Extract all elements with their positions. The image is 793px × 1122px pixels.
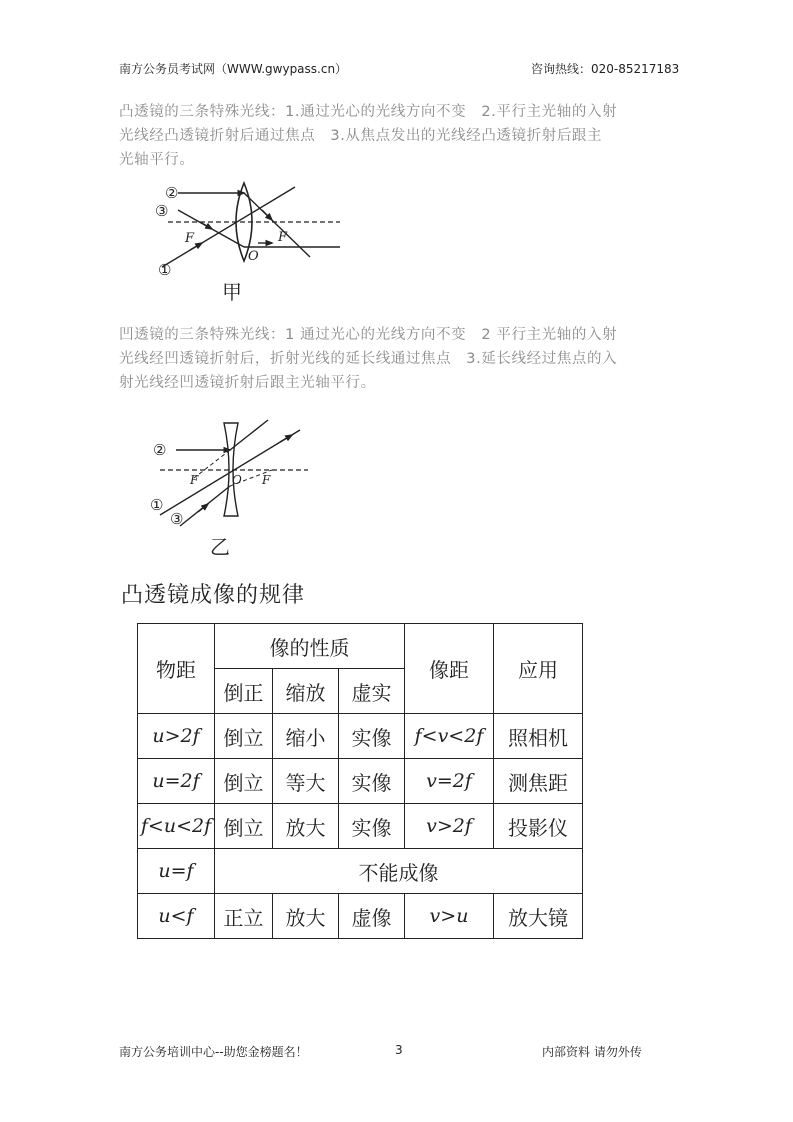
paragraph-line: 光线经凸透镜折射后通过焦点 3.从焦点发出的光线经凸透镜折射后跟主 [119,128,603,144]
center-label: O [232,473,242,487]
cell-orientation: 正立 [215,894,273,939]
cell-u: f<u<2f [138,804,215,849]
figure-caption: 乙 [210,535,230,559]
ray-label-1: ① [150,496,164,514]
concave-lens-paragraph [119,323,679,395]
page-number: 3 [395,1043,403,1057]
table-row [138,849,583,894]
cell-application: 投影仪 [494,804,583,849]
paragraph-line: 凸透镜的三条特殊光线：1.通过光心的光线方向不变 2.平行主光轴的入射 [119,104,618,120]
paragraph-line: 光线经凹透镜折射后，折射光线的延长线通过焦点 3.延长线经过焦点的入 [119,351,618,367]
convex-imaging-table [137,623,583,939]
ray-1 [162,187,295,267]
header-scale: 缩放 [273,669,339,714]
focus-label-right: F [278,230,288,245]
table-row [138,894,583,939]
cell-u: u<f [138,894,215,939]
concave-lens-diagram [150,418,310,558]
figure-caption: 甲 [222,280,242,304]
ray-1 [160,430,300,515]
ray-label-2: ② [153,441,167,459]
header-image-nature: 像的性质 [215,624,405,669]
header-hotline: 咨询热线：020-85217183 [531,62,680,76]
cell-orientation: 倒立 [215,714,273,759]
cell-merged: 不能成像 [215,849,583,894]
ray-2-extension [194,450,230,478]
cell-application: 放大镜 [494,894,583,939]
focus-label-left: F [190,473,199,487]
cell-type: 实像 [339,759,405,804]
focus-label-left: F [185,231,195,246]
cell-orientation: 倒立 [215,804,273,849]
cell-type: 虚像 [339,894,405,939]
center-label: O [248,249,259,264]
cell-scale: 放大 [273,894,339,939]
table-row [138,759,583,804]
header-image-distance: 像距 [405,624,494,714]
cell-orientation: 倒立 [215,759,273,804]
ray-label-3: ③ [170,510,184,528]
ray-label-2: ② [165,184,179,202]
convex-lens-diagram [150,175,370,310]
footer-slogan: 南方公务培训中心--助您金榜题名！ [119,1045,308,1059]
header-site-name: 南方公务员考试网（WWW.gwypass.cn） [119,62,348,76]
header-object-distance: 物距 [138,624,215,714]
cell-u: u=f [138,849,215,894]
header-application: 应用 [494,624,583,714]
cell-type: 实像 [339,804,405,849]
cell-u: u>2f [138,714,215,759]
footer-notice: 内部资料 请勿外传 [542,1045,642,1059]
header-type: 虚实 [339,669,405,714]
paragraph-line: 光轴平行。 [119,152,195,168]
cell-u: u=2f [138,759,215,804]
cell-scale: 放大 [273,804,339,849]
cell-application: 测焦距 [494,759,583,804]
cell-scale: 缩小 [273,714,339,759]
cell-v: v>u [405,894,494,939]
ray-label-3: ③ [155,202,169,220]
ray-label-1: ① [158,261,172,279]
header-orientation: 倒正 [215,669,273,714]
cell-v: v>2f [405,804,494,849]
cell-type: 实像 [339,714,405,759]
paragraph-line: 射光线经凹透镜折射后跟主光轴平行。 [119,375,376,391]
focus-label-right: F [262,473,271,487]
cell-application: 照相机 [494,714,583,759]
table-row [138,714,583,759]
table-title: 凸透镜成像的规律 [121,583,306,608]
cell-v: f<v<2f [405,714,494,759]
paragraph-line: 凹透镜的三条特殊光线：1 通过光心的光线方向不变 2 平行主光轴的入射 [119,327,618,343]
cell-v: v=2f [405,759,494,804]
table-row [138,804,583,849]
cell-scale: 等大 [273,759,339,804]
convex-lens-paragraph [119,100,679,172]
